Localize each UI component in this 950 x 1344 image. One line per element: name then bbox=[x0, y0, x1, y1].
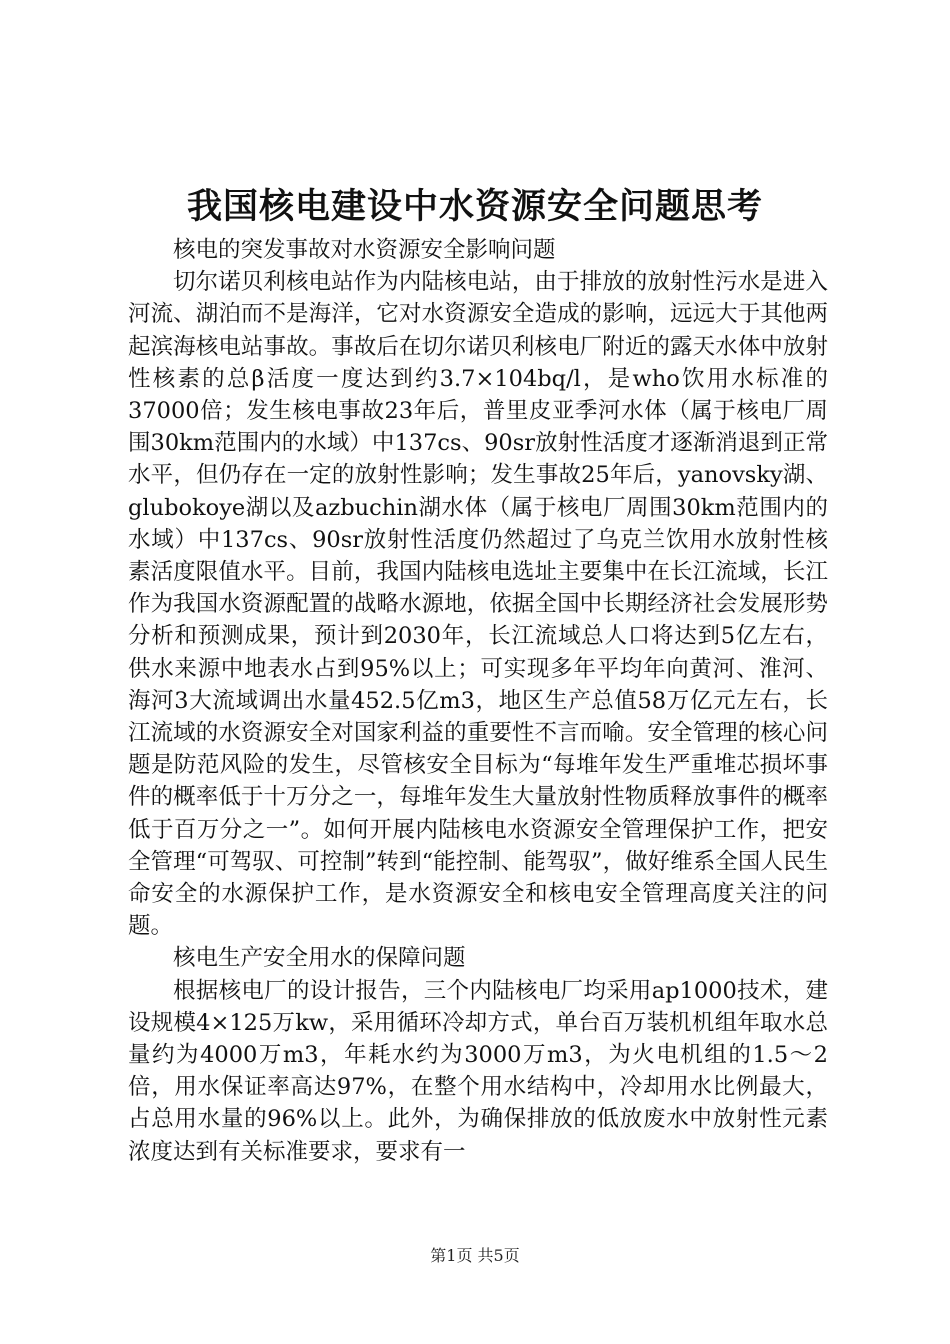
document-body bbox=[128, 234, 828, 1168]
section-heading: 核电生产安全用水的保障问题 bbox=[173, 945, 466, 972]
paragraph: 根据核电厂的设计报告，三个内陆核电厂均采用ap1000技术，建设规模4×125万kw，采用循环冷却方式，单台百万装机机组年取水总量约为4000万m3，年耗水约为3000万m3，为火电机组的1.5～2倍，用水保证率高达97%，在整个用水结构中，冷却用水比例最大，占总用水量的96%以上。此外，为确保排放的低放废水中放射性元素浓度达到有关标准要求，要求有一 bbox=[128, 977, 828, 1165]
page-footer: 第1页 共5页 bbox=[430, 1246, 520, 1265]
section-heading: 核电的突发事故对水资源安全影响问题 bbox=[173, 237, 556, 263]
paragraph: 切尔诺贝利核电站作为内陆核电站，由于排放的放射性污水是进入河流、湖泊而不是海洋，它对水资源安全造成的影响，远远大于其他两起滨海核电站事故。事故后在切尔诺贝利核电厂附近的露天水体中放射性核素的总β活度一度达到约3.7×104bq/l，是who饮用水标准的37000倍；发生核电事故23年后，普里皮亚季河水体（属于核电厂周围30km范围内的水域）中137cs、90sr放射性活度才逐渐消退到正常水平，但仍存在一定的放射性影响；发生事故25年后，yanovsky湖、glubokoye湖以及azbuchin湖水体（属于核电厂周围30km范围内的水域）中137cs、90sr放射性活度仍然超过了乌克兰饮用水放射性核素活度限值水平。目前，我国内陆核电选址主要集中在长江流域，长江作为我国水资源配置的战略水源地，依据全国中长期经济社会发展形势分析和预测成果，预计到2030年，长江流域总人口将达到5亿左右，供水来源中地表水占到95%以上；可实现多年平均年向黄河、淮河、海河3大流域调出水量452.5亿m3，地区生产总值58万亿元左右，长江流域的水资源安全对国家利益的重要性不言而喻。安全管理的核心问题是防范风险的发生，尽管核安全目标为“每堆年发生严重堆芯损坏事件的概率低于十万分之一，每堆年发生大量放射性物质释放事件的概率低于百万分之一”。如何开展内陆核电水资源安全管理保护工作，把安全管理“可驾驭、可控制”转到“能控制、能驾驭”，做好维系全国人民生命安全的水源保护工作，是水资源安全和核电安全管理高度关注的问题。 bbox=[128, 269, 828, 940]
document-title: 我国核电建设中水资源安全问题思考 bbox=[186, 186, 763, 227]
